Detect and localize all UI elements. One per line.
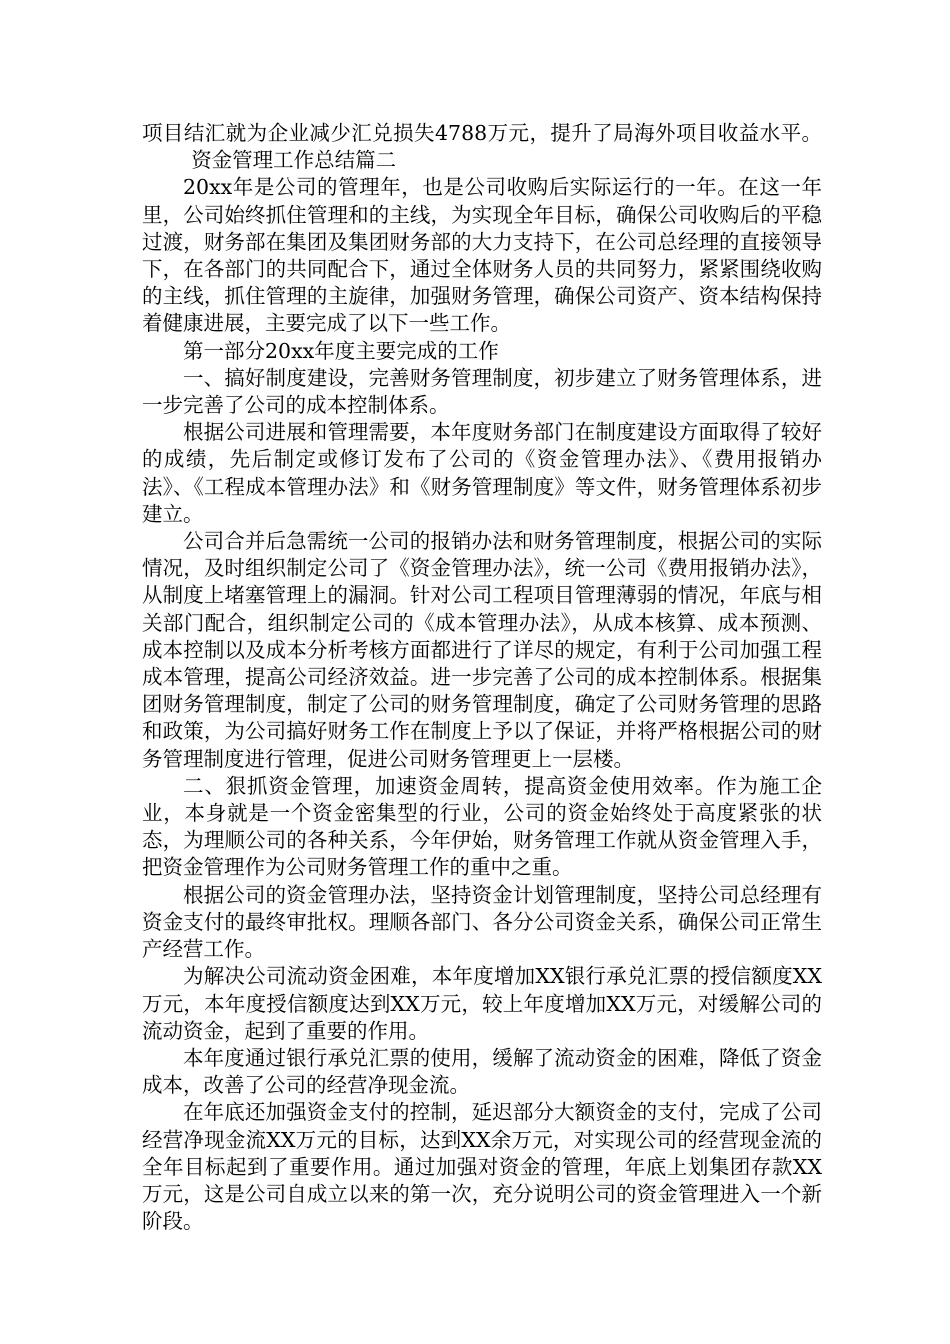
- opening-paragraph: [142, 120, 822, 174]
- paragraph: 根据公司进展和管理需要，本年度财务部门在制度建设方面取得了较好的成绩，先后制定或修订发布了公司的《资金管理办法》、《费用报销办法》、《工程成本管理办法》和《财务管理制度》等文件，财务管理体系初步建立。: [142, 420, 822, 526]
- paragraph: 在年底还加强资金支付的控制，延迟部分大额资金的支付，完成了公司经营净现金流XX万元的目标，达到XX余万元，对实现公司的经营现金流的全年目标起到了重要作用。通过加强对资金的管理，年底上划集团存款XX万元，这是公司自成立以来的第一次，充分说明公司的资金管理进入一个新阶段。: [142, 1100, 822, 1234]
- section-title: 资金管理工作总结篇二: [191, 148, 397, 173]
- paragraph-intro: 20xx年是公司的管理年，也是公司收购后实际运行的一年。在这一年里，公司始终抓住管理和的主线，为实现全年目标，确保公司收购后的平稳过渡，财务部在集团及集团财务部的大力支持下，在公司总经理的直接领导下，在各部门的共同配合下，通过全体财务人员的共同努力，紧紧围绕收购的主线，抓住管理的主旋律，加强财务管理，确保公司资产、资本结构保持着健康进展，主要完成了以下一些工作。: [142, 175, 822, 336]
- paragraph: 为解决公司流动资金困难，本年度增加XX银行承兑汇票的授信额度XX万元，本年度授信额度达到XX万元，较上年度增加XX万元，对缓解公司的流动资金，起到了重要的作用。: [142, 964, 822, 1043]
- opening-line: 项目结汇就为企业减少汇兑损失4788万元，提升了局海外项目收益水平。: [142, 121, 822, 145]
- part-heading: 第一部分20xx年度主要完成的工作: [183, 338, 499, 363]
- paragraph: 公司合并后急需统一公司的报销办法和财务管理制度，根据公司的实际情况，及时组织制定公司了《资金管理办法》，统一公司《费用报销办法》，从制度上堵塞管理上的漏洞。针对公司工程项目管理薄弱的情况，年底与相关部门配合，组织制定公司的《成本管理办法》，从成本核算、成本预测、成本控制以及成本分析考核方面都进行了详尽的规定，有利于公司加强工程成本管理，提高公司经济效益。进一步完善了公司的成本控制体系。根据集团财务管理制度，制定了公司的财务管理制度，确定了公司财务管理的思路和政策，为公司搞好财务工作在制度上予以了保证，并将严格根据公司的财务管理制度进行管理，促进公司财务管理更上一层楼。: [142, 529, 822, 771]
- document-body: [142, 120, 822, 1235]
- paragraph: 本年度通过银行承兑汇票的使用，缓解了流动资金的困难，降低了资金成本，改善了公司的经营净现金流。: [142, 1045, 822, 1098]
- paragraph: 根据公司的资金管理办法，坚持资金计划管理制度，坚持公司总经理有资金支付的最终审批权。理顺各部门、各分公司资金关系，确保公司正常生产经营工作。: [142, 882, 822, 962]
- item-heading-1: 一、搞好制度建设，完善财务管理制度，初步建立了财务管理体系，进一步完善了公司的成本控制体系。: [142, 365, 822, 418]
- item-heading-2: 二、狠抓资金管理，加速资金周转，提高资金使用效率。作为施工企业，本身就是一个资金密集型的行业，公司的资金始终处于高度紧张的状态，为理顺公司的各种关系，今年伊始，财务管理工作就从资金管理入手，把资金管理作为公司财务管理工作的重中之重。: [142, 773, 822, 880]
